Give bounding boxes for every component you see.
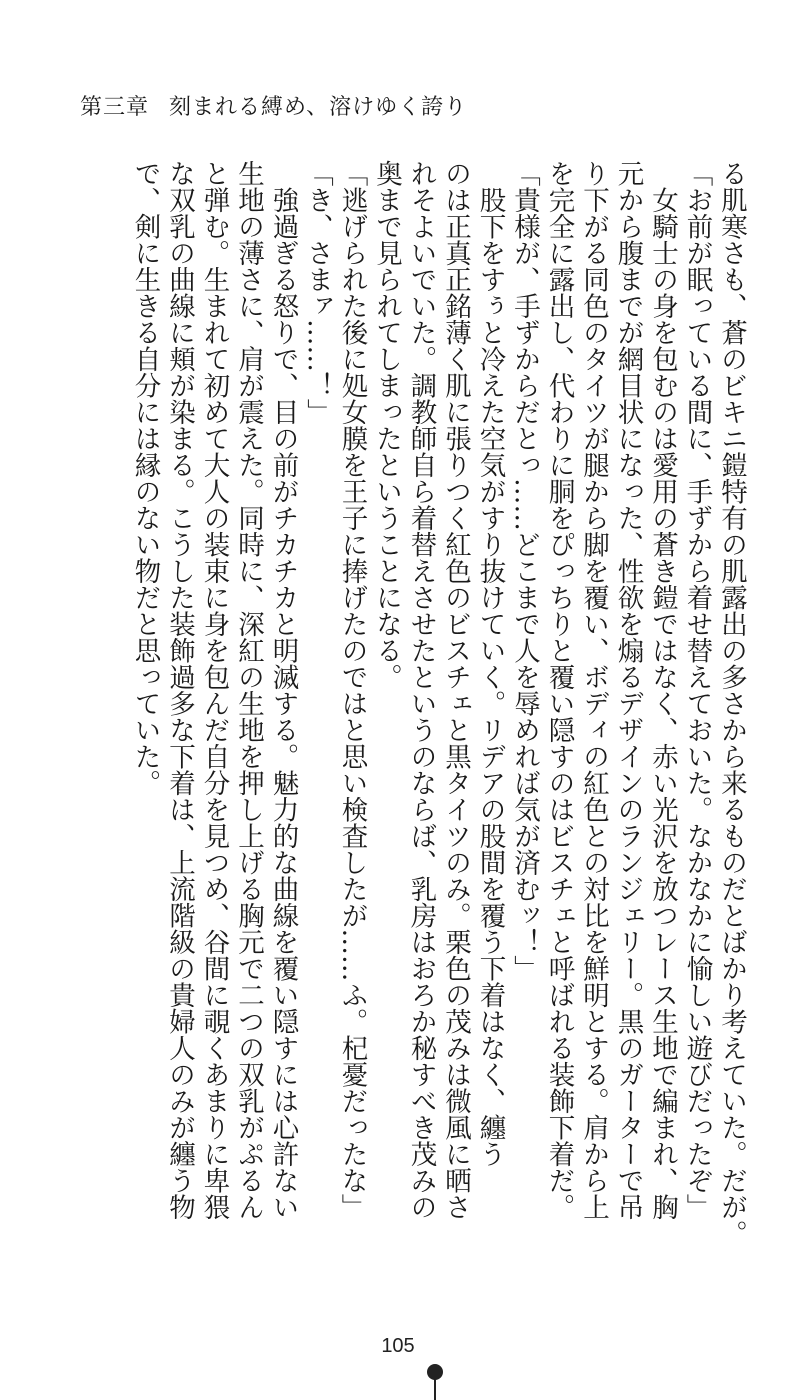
text-column: 強過ぎる怒りで、目の前がチカチカと明滅する。魅力的な曲線を覆い隠すには心許ない <box>267 160 299 1220</box>
text-column: り下がる同色のタイツが腿から脚を覆い、ボディの紅色との対比を鮮明とする。肩から上 <box>578 160 609 1220</box>
text-column: のは正真正銘薄く肌に張りつく紅色のビスチェと黒タイツのみ。栗色の茂みは微風に晒さ <box>440 160 471 1220</box>
chapter-heading <box>80 90 467 121</box>
text-column: 「お前が眠っている間に、手ずから着せ替えておいた。なかなかに愉しい遊びだったぞ」 <box>681 160 713 1220</box>
chapter-title: 刻まれる縛め、溶けゆく誇り <box>169 95 468 120</box>
text-column: 股下をすぅと冷えた空気がすり抜けていく。リデアの股間を覆う下着はなく、纏う <box>474 160 506 1167</box>
page-number: 105 <box>381 1335 415 1357</box>
page-marker-line <box>434 1372 436 1400</box>
page-footer <box>0 1335 796 1358</box>
vertical-body-text <box>127 160 748 1247</box>
text-column: を完全に露出し、代わりに胴をぴっちりと覆い隠すのはビスチェと呼ばれる装飾下着だ。 <box>543 160 575 1220</box>
text-column: 「逃げられた後に処女膜を王子に捧げたのではと思い検査したが……ふ。杞憂だったな」 <box>336 160 368 1220</box>
text-column: と弾む。生まれて初めて大人の装束に身を包んだ自分を見つめ、谷間に覗くあまりに卑猥 <box>198 160 230 1220</box>
text-column: で、剣に生きる自分には縁のない物だと思っていた。 <box>129 160 161 796</box>
text-column: 奥まで見られてしまったということになる。 <box>371 160 402 690</box>
text-column: 女騎士の身を包むのは愛用の蒼き鎧ではなく、赤い光沢を放つレース生地で編まれ、胸 <box>647 160 678 1220</box>
chapter-number: 第三章 <box>80 95 150 120</box>
text-column: 「き、さまァ……！」 <box>302 160 333 425</box>
text-column: れそよいでいた。調教師自ら着替えさせたというのならば、乳房はおろか秘すべき茂みの <box>405 160 437 1220</box>
text-column: な双乳の曲線に頬が染まる。こうした装飾過多な下着は、上流階級の貴婦人のみが纏う物 <box>164 160 195 1220</box>
text-column: 「貴様が、手ずからだとっ……どこまで人を辱めれば気が済むッ！」 <box>509 160 540 982</box>
text-column: 元から腹までが網目状になった、性欲を煽るデザインのランジェリー。黒のガーターで吊 <box>612 160 644 1220</box>
text-column: る肌寒さも、蒼のビキニ鎧特有の肌露出の多さから来るものだとばかり考えていた。だが。 <box>716 160 747 1247</box>
text-column: 生地の薄さに、肩が震えた。同時に、深紅の生地を押し上げる胸元で二つの双乳がぷるん <box>233 160 264 1220</box>
